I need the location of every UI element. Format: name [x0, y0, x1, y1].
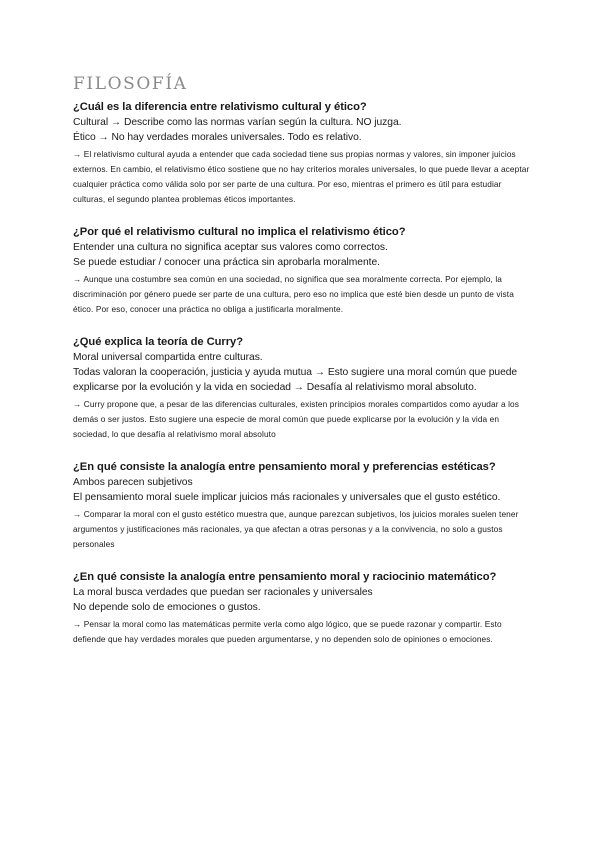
section-note: → Comparar la moral con el gusto estético muestra que, aunque parezcan subjetivos, los juicios morales suelen tener argumentos y justificaciones más racionales, ya que afectan a otras personas y a la convivencia, no solo a gustos personales — [73, 509, 519, 549]
section-line: Cultural → Describe como las normas varían según la cultura. NO juzga. — [73, 117, 402, 128]
section-question: ¿Por qué el relativismo cultural no implica el relativismo ético? — [73, 226, 406, 238]
section-line: Moral universal compartida entre culturas. — [73, 352, 263, 363]
section-line: Todas valoran la cooperación, justicia y ayuda mutua → Esto sugiere una moral común que puede explicarse por la evolución y la vida en sociedad → Desafía al relativismo moral absoluto. — [73, 367, 518, 393]
section-math-analogy — [73, 570, 533, 647]
section-question: ¿Cuál es la diferencia entre relativismo cultural y ético? — [73, 101, 367, 113]
section-note: → El relativismo cultural ayuda a entender que cada sociedad tiene sus propias normas y valores, sin imponer juicios externos. En cambio, el relativismo ético sostiene que no hay criterios morales universales, lo que puede llevar a aceptar cualquier práctica como válida solo por ser parte de una cultura. Por eso, mientras el primero es útil para estudiar culturas, el segundo plantea problemas éticos importantes. — [73, 149, 530, 204]
section-note: → Aunque una costumbre sea común en una sociedad, no significa que sea moralmente correcta. Por ejemplo, la discriminación por género puede ser parte de una cultura, pero eso no implica que esté bien desde un punto de vista ético. Por eso, conocer una práctica no obliga a justificarla moralmente. — [73, 274, 514, 314]
section-line: El pensamiento moral suele implicar juicios más racionales y universales que el gusto estético. — [73, 492, 501, 503]
section-question: ¿Qué explica la teoría de Curry? — [73, 336, 243, 348]
section-line: Ambos parecen subjetivos — [73, 477, 193, 488]
section-line: No depende solo de emociones o gustos. — [73, 602, 261, 613]
page-title: FILOSOFÍA — [73, 74, 188, 94]
section-line: Ético → No hay verdades morales universales. Todo es relativo. — [73, 132, 362, 143]
section-question: ¿En qué consiste la analogía entre pensamiento moral y raciocinio matemático? — [73, 571, 497, 583]
document-page — [73, 74, 533, 665]
section-cultural-not-ethical — [73, 225, 533, 317]
section-curry-theory — [73, 335, 533, 442]
section-note: → Curry propone que, a pesar de las diferencias culturales, existen principios morales compartidos como ayudar a los demás o ser justos. Esto sugiere una especie de moral común que puede explicarse por la evolución y la vida en sociedad, lo que desafía al relativismo moral absoluto — [73, 399, 520, 439]
section-note: → Pensar la moral como las matemáticas permite verla como algo lógico, que se puede razonar y compartir. Esto defiende que hay verdades morales que pueden argumentarse, y no dependen solo de opiniones o emociones. — [73, 619, 502, 644]
section-cultural-vs-ethical — [73, 100, 533, 207]
section-question: ¿En qué consiste la analogía entre pensamiento moral y preferencias estéticas? — [73, 461, 496, 473]
section-line: Entender una cultura no significa aceptar sus valores como correctos. — [73, 242, 388, 253]
section-line: Se puede estudiar / conocer una práctica sin aprobarla moralmente. — [73, 257, 380, 268]
section-line: La moral busca verdades que puedan ser racionales y universales — [73, 587, 373, 598]
section-aesthetic-analogy — [73, 460, 533, 552]
